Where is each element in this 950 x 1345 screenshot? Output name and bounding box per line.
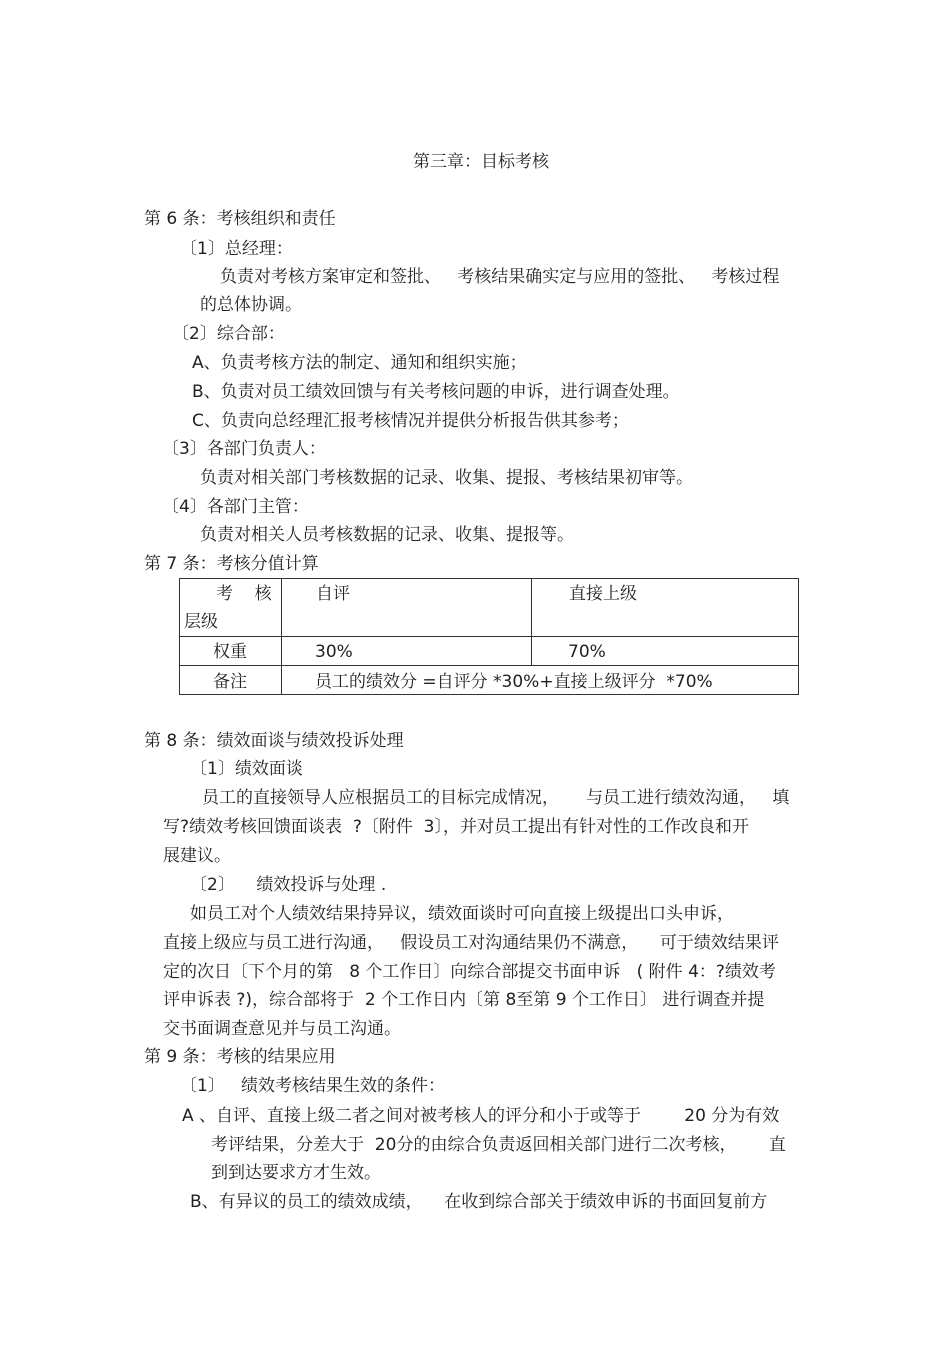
table-row-weight-self: 30% (315, 642, 353, 662)
art6-item3-label: 〔3〕各部门负责人： (162, 439, 326, 459)
art6-item1-label: 〔1〕总经理： (180, 239, 293, 259)
table-row-note-label: 备注 (213, 672, 247, 692)
article-9-heading: 第 9 条：考核的结果应用 (144, 1047, 336, 1067)
art6-item4-text: 负责对相关人员考核数据的记录、收集、提报等。 (200, 525, 574, 545)
article-7-heading: 第 7 条：考核分值计算 (144, 554, 319, 574)
art8-item1-line3: 展建议。 (163, 846, 231, 866)
art8-item2-line3: 定的次日〔下个月的第 8 个工作日〕向综合部提交书面申诉 ( 附件 4：?绩效考 (163, 962, 776, 982)
table-header-level-2: 层级 (184, 612, 218, 632)
art8-item2-line1: 如员工对个人绩效结果持异议，绩效面谈时可向直接上级提出口头申诉， (190, 904, 734, 924)
art8-item1-line2: 写?绩效考核回馈面谈表 ?〔附件 3〕，并对员工提出有针对性的工作改良和开 (163, 817, 749, 837)
art8-item1-label: 〔1〕绩效面谈 (190, 759, 303, 779)
art8-item2-line5: 交书面调查意见并与员工沟通。 (163, 1019, 401, 1039)
art6-item4-label: 〔4〕各部门主管： (162, 497, 309, 517)
table-row-weight-supervisor: 70% (568, 642, 606, 662)
art6-item3-text: 负责对相关部门考核数据的记录、收集、提报、考核结果初审等。 (200, 468, 693, 488)
art9-item-a-line3: 到到达要求方才生效。 (211, 1163, 381, 1183)
table-row-divider (180, 665, 798, 666)
table-header-self: 自评 (316, 584, 350, 604)
table-col-divider (531, 579, 532, 665)
table-header-level-1: 考 核 (216, 584, 272, 604)
article-6-heading: 第 6 条：考核组织和责任 (144, 209, 336, 229)
art9-item-a-line2: 考评结果，分差大于 20分的由综合负责返回相关部门进行二次考核， 直 (211, 1135, 786, 1155)
art9-item-a-line1: A 、自评、直接上级二者之间对被考核人的评分和小于或等于 20 分为有效 (182, 1106, 780, 1126)
table-row-note-text: 员工的绩效分 =自评分 *30%+直接上级评分 *70% (315, 672, 713, 692)
art8-item2-line4: 评申诉表 ?)，综合部将于 2 个工作日内〔第 8至第 9 个工作日〕 进行调查并提 (163, 990, 765, 1010)
table-col-divider (281, 579, 282, 694)
table-header-supervisor: 直接上级 (569, 584, 637, 604)
art6-item2-a: A、负责考核方法的制定、通知和组织实施； (192, 353, 527, 373)
art8-item2-label: 〔2〕 绩效投诉与处理 . (190, 875, 387, 895)
art6-item1-line2: 的总体协调。 (200, 295, 302, 315)
art6-item2-c: C、负责向总经理汇报考核情况并提供分析报告供其参考； (192, 411, 629, 431)
table-row-divider (180, 636, 798, 637)
art6-item2-b: B、负责对员工绩效回馈与有关考核问题的申诉，进行调查处理。 (192, 382, 680, 402)
chapter-title: 第三章：目标考核 (413, 152, 549, 172)
article-8-heading: 第 8 条：绩效面谈与绩效投诉处理 (144, 731, 404, 751)
art8-item2-line2: 直接上级应与员工进行沟通， 假设员工对沟通结果仍不满意， 可于绩效结果评 (163, 933, 779, 953)
score-table (179, 578, 799, 695)
art6-item1-line1: 负责对考核方案审定和签批、 考核结果确实定与应用的签批、 考核过程 (220, 267, 780, 287)
art9-item1-label: 〔1〕 绩效考核结果生效的条件： (180, 1076, 446, 1096)
table-row-weight-label: 权重 (213, 642, 247, 662)
art6-item2-label: 〔2〕综合部： (172, 324, 285, 344)
art9-item-b-line1: B、有异议的员工的绩效成绩， 在收到综合部关于绩效申诉的书面回复前方 (190, 1192, 768, 1212)
art8-item1-line1: 员工的直接领导人应根据员工的目标完成情况， 与员工进行绩效沟通， 填 (202, 788, 790, 808)
